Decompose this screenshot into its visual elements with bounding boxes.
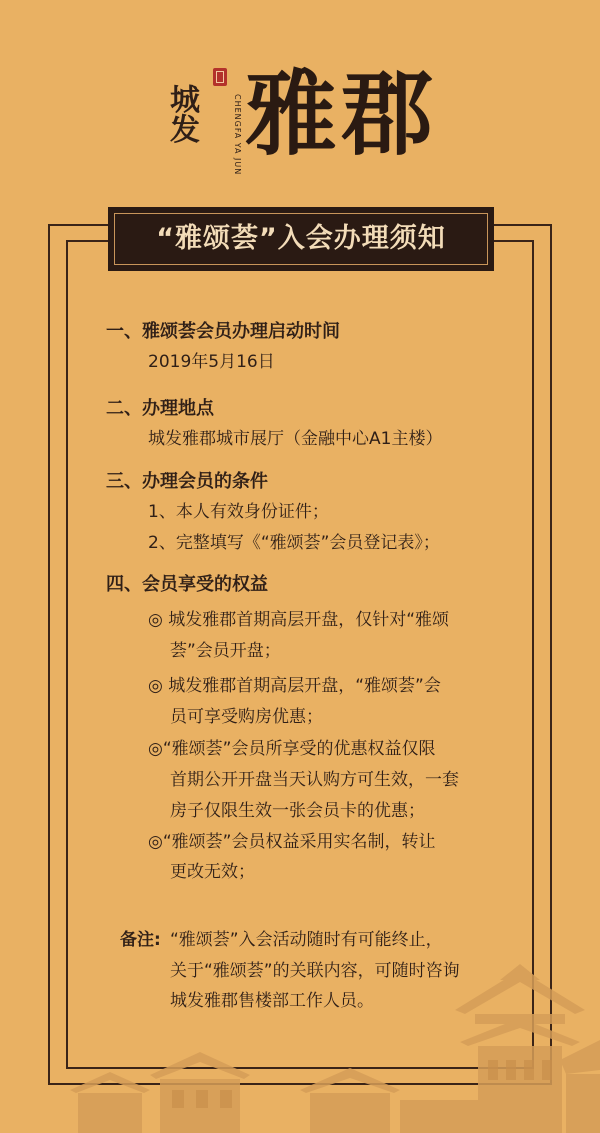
benefit-line-1: ◎ 城发雅郡首期高层开盘，仅针对“雅颂 <box>148 610 450 630</box>
section-3-line-2: 2、完整填写《“雅颂荟”会员登记表》； <box>148 533 440 553</box>
benefit-line-6: 首期公开开盘当天认购方可生效，一套 <box>170 770 459 790</box>
section-heading-3: 三、办理会员的条件 <box>106 471 268 492</box>
building-illustration <box>0 940 600 1133</box>
note-line-1: “雅颂荟”入会活动随时有可能终止， <box>170 930 443 950</box>
section-3-line-1: 1、本人有效身份证件； <box>148 502 329 522</box>
benefit-line-7: 房子仅限生效一张会员卡的优惠； <box>170 801 425 821</box>
brand-name: 雅郡 <box>245 60 438 168</box>
note-line-3: 城发雅郡售楼部工作人员。 <box>170 991 374 1011</box>
section-2-line-1: 城发雅郡城市展厅（金融中心A1主楼） <box>148 429 443 449</box>
benefit-line-2: 荟”会员开盘； <box>170 641 281 661</box>
benefit-line-8: ◎“雅颂荟”会员权益采用实名制，转让 <box>148 832 436 852</box>
brand-small-char-1: 城 <box>170 83 200 118</box>
section-heading-2: 二、办理地点 <box>106 398 214 419</box>
section-heading-1: 一、雅颂荟会员办理启动时间 <box>106 321 340 342</box>
brand-small-char-2: 发 <box>170 113 200 148</box>
note-label: 备注: <box>120 930 161 950</box>
benefit-line-3: ◎ 城发雅郡首期高层开盘，“雅颂荟”会 <box>148 676 441 696</box>
benefit-line-5: ◎“雅颂荟”会员所享受的优惠权益仅限 <box>148 739 436 759</box>
page-title: “雅颂荟”入会办理须知 <box>156 223 446 254</box>
benefit-line-9: 更改无效； <box>170 862 255 882</box>
note-line-2: 关于“雅颂荟”的关联内容，可随时咨询 <box>170 961 460 981</box>
section-1-line-1: 2019年5月16日 <box>148 352 275 372</box>
brand-pinyin: CHENGFA YA JUN <box>233 94 242 176</box>
benefit-line-4: 员可享受购房优惠； <box>170 707 323 727</box>
section-heading-4: 四、会员享受的权益 <box>106 574 268 595</box>
